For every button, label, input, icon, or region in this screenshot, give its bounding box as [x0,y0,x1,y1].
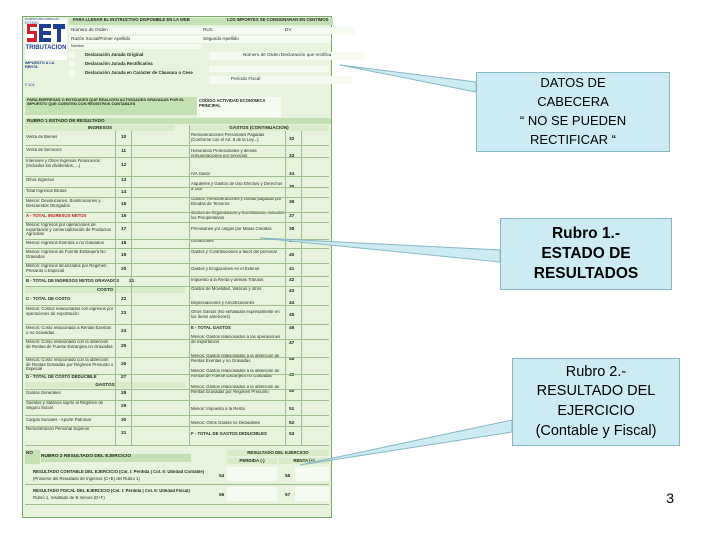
callout-line: Rubro 1.- [551,224,620,242]
row-label-total: E - TOTAL GASTOS [191,326,231,330]
row-label: IVA Gasto [191,172,211,176]
row-number: 36 [289,200,295,205]
field-orden[interactable]: Número de Orden [69,27,201,34]
row-number: 40 [289,253,295,258]
row-label: Alquileres y Gastos de Uso Efectivo y Derechos a Uso [191,182,283,191]
row-label-total: D - TOTAL DE COSTO DEDUCIBLE [26,375,97,379]
row-label: Otros Gastos (No señalados expresamente en los ítems anteriores) [191,310,280,319]
row-number: 23 [121,311,127,316]
callout-line: EJERCICIO [557,403,635,419]
row-number: 38 [289,227,295,232]
row-label: Honorarios Profesionales y demás remuneraciones por servicios [191,149,257,158]
row-number: 15 [121,202,127,207]
row-number: 47 [289,341,295,346]
row-label: Gastos Generales [26,391,61,395]
callout-text [520,74,626,149]
row-number: 12 [121,163,127,168]
rubro1-title: RUBRO 1 ESTADO DE RESULTADO [25,118,331,124]
callout-text [534,224,638,284]
row-label: Menos: Ingresos por operaciones de exportación y comercialización de Productos Agrícolas [26,223,112,237]
row-number: 28 [121,391,127,396]
row-label-total: C - TOTAL DE COSTO [26,297,71,301]
callout-line: “ NO SE PUEDEN [519,113,627,128]
row-number: 20 [121,267,127,272]
field-periodo-fiscal[interactable]: Período Fiscal [209,76,351,84]
row-label: Menos: Costo relacionado a Rentas Exentas o no Gravadas [26,326,112,335]
row-number: 42 [289,278,295,283]
row-label: Venta de Bienes [26,135,58,139]
row-label: Menos: Impuesto a la Renta [191,407,245,411]
rubro2-no: NO [25,450,40,464]
form-code: F.101 [25,83,35,87]
ingresos-header: INGRESOS [25,125,175,131]
costo-header: COSTO [25,287,185,293]
callout-text [536,363,657,441]
row-label: Donaciones [191,239,214,243]
pointer-rubro2 [300,420,512,465]
row-label: Venta de Servicios [26,148,62,152]
perdida-header: PERDIDA (-) [227,458,277,464]
row-label: Menos: Gastos relacionados a la obtención de Rentas Exentas y no Gravadas [191,354,280,363]
callout-line: (Contable y Fiscal) [535,422,657,439]
activity-note: PARA EMPRESAS O ENTIDADES QUE REALICEN ACTIVIDADES GRAVADAS POR EL IMPUESTO QUE CUENTEN CON REGISTROS CONTABLES [25,97,199,115]
row-label: Menos: Ingresos alcanzados por Régimen Presunto o Especial [26,264,107,273]
impuesto-label: IMPUESTO A LA RENTA [25,61,55,69]
row-label: Gastos y Contribuciones a favor del personal [191,250,277,254]
row-label: Menos: Ingresos de Fuente Extranjera No Gravados [26,250,106,259]
row-number: 18 [121,241,127,246]
row-label: Total Ingresos Brutos [26,189,67,193]
pointer-header [340,65,476,92]
row-number: 21 [129,279,135,284]
field-razon-social[interactable]: Razón Social/Primer Apellido [69,36,201,43]
label-clausura: Declaración Jurada en Carácter de Clausura o Cese [85,70,193,75]
row-number: 33 [289,154,295,159]
row-number: 29 [121,404,127,409]
row-number: 13 [121,178,127,183]
row-number: 51 [289,407,295,412]
field-orden-rectifica[interactable]: Número de Orden Declaración que rectifica [209,52,363,60]
row-label: Otros Ingresos [26,178,55,182]
row-label: Menos: Costo relacionado con la obtención de Rentas Gravadas por Régimen Presunto o Especial [26,358,114,372]
row-label: Previsiones y/o cargos por Malos Créditos [191,227,272,231]
row-label: Menos: Gastos relacionados a la obtención de Rentas Gravadas por Régimen Presunto [191,385,280,394]
field-nombre[interactable]: Nombre [69,44,201,49]
page-number: 3 [666,490,674,506]
row-number: 46 [289,326,295,331]
row-label: Gastos y Erogaciones en el Exterior [191,267,260,271]
row-number: 25 [121,344,127,349]
row-label: Menos: Gastos relacionados a las operaciones de exportación [191,335,281,344]
row-label: Gastos de Organización y Constitución, incluidos los Preoperativos [191,211,285,220]
row-number: 22 [121,297,127,302]
row-number: 48 [289,357,295,362]
row-label: Menos: Costo relacionado con la obtención de Rentas de Fuente Extranjera no Gravadas [26,340,113,349]
row-number: 53 [289,432,295,437]
row-label-total: A - TOTAL INGRESOS NETOS [26,214,87,218]
callout-line: CABECERA [537,94,609,110]
label-rectificativa: Declaración Jurada Rectificativa [85,61,153,66]
gastos-header: GASTOS [25,382,185,388]
header-instruction: PARA LLENAR EL INSTRUCTIVO DISPONIBLE EN LA WEB [69,18,223,25]
renta-header: RENTA (+) [279,458,329,464]
row-label: Impuesto a la Renta y demás Tributos [191,278,264,282]
row-number: 10 [121,135,127,140]
row-label: Remuneraciones Personales Pagadas (Conforme con el Art. 8 de la Ley...) [191,133,265,142]
row-label: Gastos de Movilidad, Viáticos y otros [191,287,262,291]
row-number: 31 [121,431,127,436]
row-number: 57 [285,493,291,498]
row-number: 41 [289,267,295,272]
logo-subtitle: TRIBUTACION [25,45,67,51]
pointer-rubro1 [260,238,500,262]
row-label: Gastos, Remuneraciones y Dietas pagadas por Deudas de Terceros [191,197,282,206]
header-left-label: SUBSECRETARIA DE ESTADO [25,18,59,25]
rubro2-row2-label: RESULTADO FISCAL DEL EJERCICIO (Col. I: Pérdida | Col. II: Utilidad Fiscal) [33,489,190,493]
row-number: 35 [289,185,295,190]
rubro2-row2-sub: Rubro 1, resultado de B menos (D+F) [33,496,105,500]
label-original: Declaración Jurada Original [85,52,144,57]
field-ruc[interactable]: RUC [201,27,259,34]
row-label: Intereses y Otros Ingresos Financieros (Incluidos los dividendos, ...) [26,159,100,168]
rubro2-row1-label: RESULTADO CONTABLE DEL EJERCICIO (Col. I: Pérdida | Col. II: Utilidad Contable) [33,470,205,474]
callout-line: DATOS DE [540,75,606,91]
row-label: Menos: Ingresos Exentos o no Gravados [26,241,104,245]
rubro2-row1-sub: (Proviene del Resultado de Ingresos (C+E) del Rubro 1) [33,477,140,481]
callout-line: RESULTADO DEL [536,383,656,400]
gastos-continuacion-header: GASTOS (CONTINUACION) [189,125,329,131]
row-number: 37 [289,214,295,219]
row-label: Menos: Costos relacionados con ingresos por operaciones de exportación [26,307,114,316]
field-dv[interactable]: DV [259,27,355,34]
row-number: 14 [121,190,127,195]
row-label: Cargas Sociales - Aporte Patronal [26,418,91,422]
row-number: 16 [121,214,127,219]
row-label: Sueldos y Salarios sujeto al Régimen de Seguro Social [26,401,104,410]
callout-rubro1 [500,218,672,290]
callout-line: Rubro 2.- [565,363,627,380]
row-number: 32 [289,137,295,142]
row-label: Remuneración Personal Superior [26,427,90,431]
row-number: 43 [289,289,295,294]
row-number: 44 [289,301,295,306]
row-label-total: B - TOTAL DE INGRESOS NETOS GRAVADOS [26,279,120,283]
callout-line: RESULTADOS [533,265,639,283]
row-number: 55 [285,474,291,479]
row-number: 24 [121,329,127,334]
row-label: Depreciaciones y Amortizaciones [191,301,255,305]
row-number: 19 [121,253,127,258]
resultado-header: RESULTADO DEL EJERCICIO [227,450,329,456]
row-number: 52 [289,421,295,426]
rubro2-title: RUBRO 2 RESULTADO DEL EJERCICIO [41,454,191,462]
row-number: 49 [289,373,295,378]
activity-code-field[interactable]: CODIGO ACTIVIDAD ECONOMICA PRINCIPAL [197,97,281,117]
callout-line: ESTADO DE [541,244,631,262]
row-label: Menos: Devoluciones, Bonificaciones y Descuentos Otorgados [26,199,101,208]
row-number: 26 [121,362,127,367]
row-label: Menos: Otros Gastos no Deducibles [191,421,261,425]
header-importes: LOS IMPORTES SE CONSIGNARAN EN CENTIMOS [223,18,333,25]
row-number: 50 [289,389,295,394]
row-label-total: F - TOTAL DE GASTOS DEDUCIBLES [191,432,267,436]
callout-datos-cabecera [476,72,670,152]
row-number: 11 [121,149,127,154]
row-number: 54 [219,474,225,479]
callout-line: RECTIFICAR “ [530,131,616,147]
row-number: 56 [219,493,225,498]
row-number: 17 [121,227,127,232]
row-number: 34 [289,172,295,177]
row-number: 27 [121,375,127,380]
callout-rubro2 [512,358,680,446]
row-number: 45 [289,313,295,318]
field-segundo-apellido[interactable]: Segundo Apellido [201,36,331,43]
row-number: 30 [121,418,127,423]
row-label: Menos: Gastos relacionados a la obtención de Rentas de Fuente Extranjera no Gravadas [191,369,280,378]
